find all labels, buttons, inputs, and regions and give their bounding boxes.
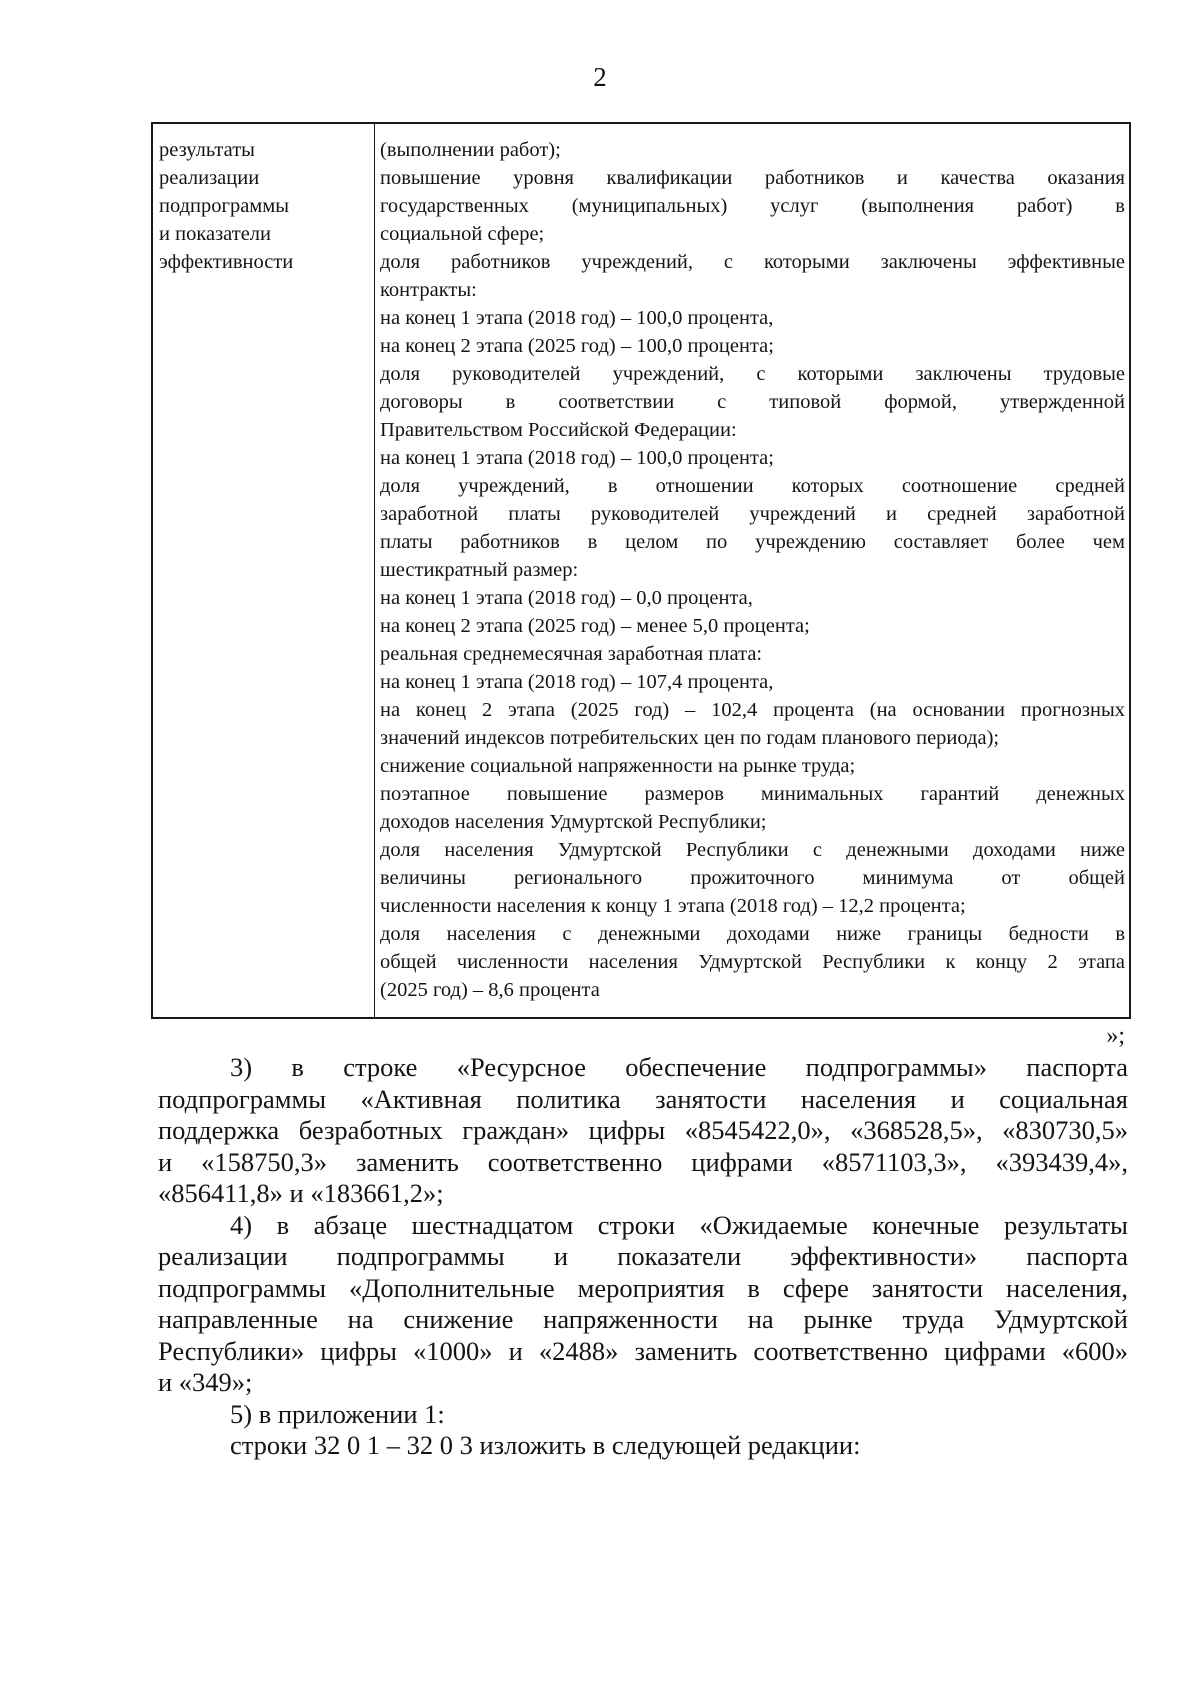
row-heading-line: эффективности [159, 251, 294, 273]
amendment-line: «856411,8» и «183661,2»; [158, 1178, 444, 1208]
row-content-line: Правительством Российской Федерации: [380, 419, 737, 441]
amendment-line: 5) в приложении 1: [230, 1398, 445, 1429]
row-content-line: общей численности населения Удмуртской Республики к концу 2 этапа [380, 951, 1125, 973]
amendment-line: направленные на снижение напряженности на рынке труда Удмуртской [158, 1304, 1128, 1334]
row-content-line: на конец 1 этапа (2018 год) – 107,4 процента, [380, 671, 774, 693]
amendment-line: Республики» цифры «1000» и «2488» заменить соответственно цифрами «600» [158, 1335, 1128, 1366]
row-content-line: доля населения Удмуртской Республики с денежными доходами ниже [380, 839, 1125, 861]
row-content-line: на конец 2 этапа (2025 год) – менее 5,0 процента; [380, 615, 810, 637]
row-content-line: на конец 2 этапа (2025 год) – 102,4 процента (на основании прогнозных [380, 699, 1125, 721]
row-content-line: шестикратный размер: [380, 559, 579, 581]
row-content-line: на конец 1 этапа (2018 год) – 100,0 процента; [380, 447, 774, 469]
amendment-line: 4) в абзаце шестнадцатом строки «Ожидаемые конечные результаты [230, 1209, 1128, 1240]
row-content-line: (выполнении работ); [380, 139, 561, 161]
row-content-line: повышение уровня квалификации работников и качества оказания [380, 167, 1125, 189]
row-content-line: заработной платы руководителей учреждений и средней заработной [380, 503, 1125, 525]
amendment-line: и «349»; [158, 1367, 253, 1397]
row-content-line: реальная среднемесячная заработная плата: [380, 643, 763, 665]
row-content-line: социальной сфере; [380, 223, 545, 245]
row-heading-cell [159, 136, 369, 276]
row-heading-line: реализации [159, 167, 260, 189]
row-content-line: на конец 2 этапа (2025 год) – 100,0 процента; [380, 335, 774, 357]
row-content-line: на конец 1 этапа (2018 год) – 0,0 процента, [380, 587, 753, 609]
row-content-line: (2025 год) – 8,6 процента [380, 979, 600, 1001]
row-content-line: поэтапное повышение размеров минимальных гарантий денежных [380, 783, 1125, 805]
row-heading-line: результаты [159, 139, 255, 161]
column-divider [374, 124, 375, 1017]
row-heading-line: подпрограммы [159, 195, 290, 217]
page-number: 2 [593, 62, 607, 92]
row-content-line: контракты: [380, 279, 477, 301]
row-content-line: доля учреждений, в отношении которых соотношение средней [380, 475, 1125, 497]
amendment-line: подпрограммы «Активная политика занятости населения и социальная [158, 1083, 1128, 1114]
closing-quote: »; [1106, 1023, 1125, 1049]
row-content-line: доходов населения Удмуртской Республики; [380, 811, 767, 833]
row-content-line: договоры в соответствии с типовой формой, утвержденной [380, 391, 1125, 413]
amendment-line: 3) в строке «Ресурсное обеспечение подпрограммы» паспорта [230, 1052, 1128, 1082]
row-content-line: платы работников в целом по учреждению составляет более чем [380, 531, 1125, 553]
amendment-line: и «158750,3» заменить соответственно цифрами «8571103,3», «393439,4», [158, 1146, 1128, 1177]
row-heading-line: и показатели [159, 223, 271, 245]
row-content-line: доля населения с денежными доходами ниже границы бедности в [380, 923, 1125, 945]
amendment-line: подпрограммы «Дополнительные мероприятия в сфере занятости населения, [158, 1272, 1128, 1303]
amendment-line: поддержка безработных граждан» цифры «8545422,0», «368528,5», «830730,5» [158, 1115, 1128, 1145]
row-content-cell [380, 136, 1125, 1004]
row-content-line: на конец 1 этапа (2018 год) – 100,0 процента, [380, 307, 774, 329]
amendment-line: строки 32 0 1 – 32 0 3 изложить в следующей редакции: [230, 1430, 861, 1460]
passport-table [151, 122, 1131, 1019]
row-content-line: снижение социальной напряженности на рынке труда; [380, 755, 856, 777]
row-content-line: государственных (муниципальных) услуг (выполнения работ) в [380, 195, 1125, 217]
row-content-line: доля руководителей учреждений, с которыми заключены трудовые [380, 363, 1125, 385]
amendment-line: реализации подпрограммы и показатели эффективности» паспорта [158, 1241, 1128, 1271]
row-content-line: доля работников учреждений, с которыми заключены эффективные [380, 251, 1125, 273]
amendment-text [158, 1052, 1128, 1462]
row-content-line: численности населения к концу 1 этапа (2018 год) – 12,2 процента; [380, 895, 966, 917]
row-content-line: величины регионального прожиточного минимума от общей [380, 867, 1125, 889]
row-content-line: значений индексов потребительских цен по годам планового периода); [380, 727, 1000, 749]
